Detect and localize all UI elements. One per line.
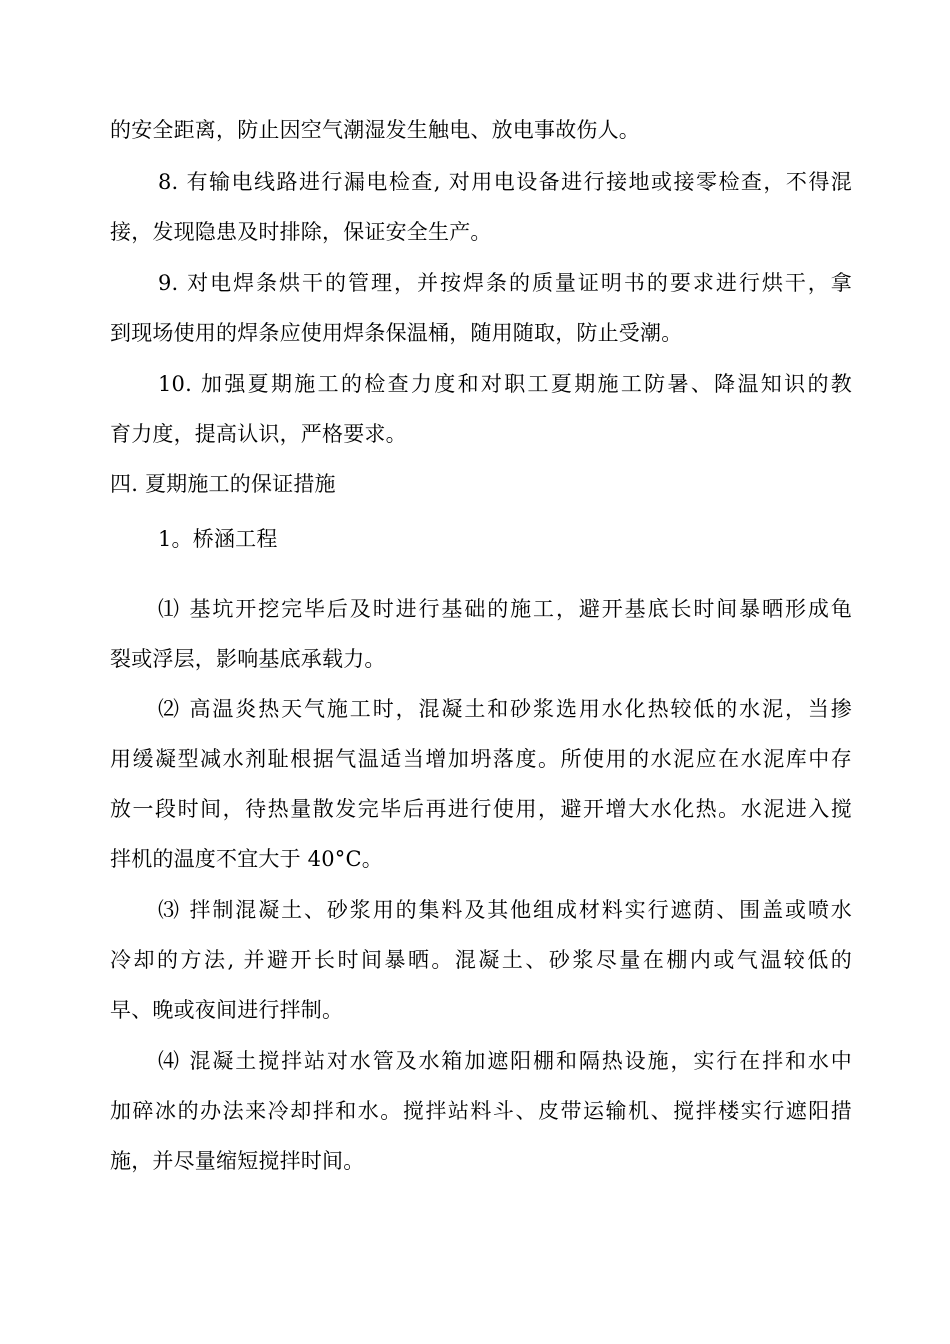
text-line-16: ⑶ 拌制混凝土、砂浆用的集料及其他组成材料实行遮荫、围盖或喷水 bbox=[158, 898, 852, 922]
text-line-11: 裂或浮层，影响基底承载力。 bbox=[110, 647, 386, 671]
text-line-06: 10. 加强夏期施工的检查力度和对职工夏期施工防暑、降温知识的教 bbox=[158, 372, 852, 396]
text-line-13: 用缓凝型减水剂耻根据气温适当增加坍落度。所使用的水泥应在水泥库中存 bbox=[110, 747, 852, 771]
text-line-04: 9. 对电焊条烘干的管理，并按焊条的质量证明书的要求进行烘干，拿 bbox=[158, 271, 852, 295]
text-line-20: 加碎冰的办法来冷却拌和水。搅拌站料斗、皮带运输机、搅拌楼实行遮阳措 bbox=[110, 1099, 852, 1123]
text-line-01: 的安全距离，防止因空气潮湿发生触电、放电事故伤人。 bbox=[110, 118, 640, 142]
text-line-03: 接，发现隐患及时排除，保证安全生产。 bbox=[110, 220, 492, 244]
text-line-19: ⑷ 混凝土搅拌站对水管及水箱加遮阳棚和隔热设施，实行在拌和水中 bbox=[158, 1049, 852, 1073]
text-line-21: 施，并尽量缩短搅拌时间。 bbox=[110, 1149, 365, 1173]
text-line-12: ⑵ 高温炎热天气施工时，混凝土和砂浆选用水化热较低的水泥，当掺 bbox=[158, 697, 852, 721]
text-line-18: 早、晚或夜间进行拌制。 bbox=[110, 998, 344, 1022]
subsection-heading: 1。桥涵工程 bbox=[158, 527, 278, 551]
section-heading: 四. 夏期施工的保证措施 bbox=[110, 472, 336, 496]
text-line-10: ⑴ 基坑开挖完毕后及时进行基础的施工，避开基底长时间暴晒形成龟 bbox=[158, 597, 852, 621]
text-line-02: 8. 有输电线路进行漏电检查, 对用电设备进行接地或接零检查，不得混 bbox=[158, 170, 852, 194]
text-line-05: 到现场使用的焊条应使用焊条保温桶，随用随取，防止受潮。 bbox=[110, 321, 683, 345]
text-line-07: 育力度，提高认识，严格要求。 bbox=[110, 422, 407, 446]
text-line-17: 冷却的方法, 并避开长时间暴晒。混凝土、砂浆尽量在棚内或气温较低的 bbox=[110, 948, 852, 972]
text-line-15: 拌机的温度不宜大于 40°C。 bbox=[110, 847, 383, 871]
text-line-14: 放一段时间，待热量散发完毕后再进行使用，避开增大水化热。水泥进入搅 bbox=[110, 797, 852, 821]
